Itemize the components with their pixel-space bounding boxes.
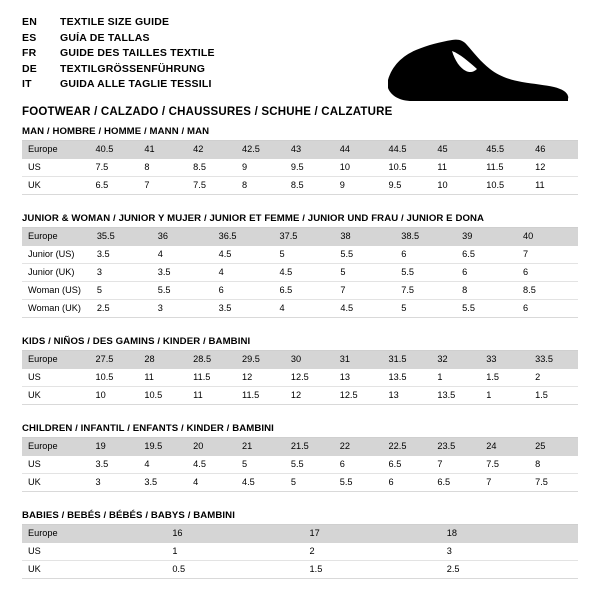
table-row [22,456,578,474]
size-cell: 22 [334,438,383,456]
size-table [22,351,578,405]
table-row [22,561,578,579]
table-row [22,387,578,405]
row-label: Woman (UK) [22,300,91,318]
size-cell: 45 [431,141,480,159]
row-label: UK [22,387,89,405]
size-cell: 13 [383,387,432,405]
language-label: GUIDE DES TAILLES TEXTILE [60,47,215,59]
size-cell: 7.5 [529,474,578,492]
size-cell: 4.5 [213,246,274,264]
size-table [22,438,578,492]
table-row [22,300,578,318]
size-cell: 21.5 [285,438,334,456]
row-label: Europe [22,228,91,246]
size-cell: 33.5 [529,351,578,369]
row-label: Europe [22,141,89,159]
size-section [22,336,578,405]
size-cell: 8 [138,159,187,177]
size-cell: 6.5 [273,282,334,300]
table-row [22,177,578,195]
size-cell: 46 [529,141,578,159]
language-label: TEXTILGRÖSSENFÜHRUNG [60,62,206,75]
row-label: Woman (US) [22,282,91,300]
size-cell: 3 [91,264,152,282]
size-table [22,525,578,579]
row-label: Junior (US) [22,246,91,264]
size-cell: 8.5 [517,282,578,300]
size-cell: 2 [304,543,441,561]
size-cell: 3.5 [138,474,187,492]
page-header [22,16,578,118]
row-label: US [22,543,166,561]
size-cell: 9.5 [383,177,432,195]
size-cell: 7 [431,456,480,474]
table-row [22,228,578,246]
size-cell: 35.5 [91,228,152,246]
size-cell: 4 [187,474,236,492]
size-cell: 5.5 [285,456,334,474]
size-cell: 44 [334,141,383,159]
table-row [22,282,578,300]
table-row [22,141,578,159]
size-cell: 1 [431,369,480,387]
size-cell: 8 [456,282,517,300]
size-cell: 32 [431,351,480,369]
dress-shoe-icon [382,36,572,106]
size-cell: 18 [441,525,578,543]
size-cell: 2.5 [91,300,152,318]
row-label: Europe [22,351,89,369]
size-cell: 38 [334,228,395,246]
size-cell: 13 [334,369,383,387]
size-cell: 6 [456,264,517,282]
size-cell: 5 [236,456,285,474]
row-label: Europe [22,438,89,456]
size-cell: 16 [166,525,303,543]
size-cell: 21 [236,438,285,456]
size-cell: 3 [152,300,213,318]
size-cell: 1.5 [304,561,441,579]
size-cell: 3.5 [213,300,274,318]
language-row [22,63,215,79]
size-cell: 3 [441,543,578,561]
size-cell: 5.5 [152,282,213,300]
size-cell: 37.5 [273,228,334,246]
language-row [22,78,215,94]
language-code: ES [22,31,37,44]
size-cell: 6 [517,264,578,282]
size-cell: 0.5 [166,561,303,579]
table-row [22,159,578,177]
table-row [22,264,578,282]
size-cell: 10.5 [383,159,432,177]
language-row [22,32,215,48]
size-cell: 20 [187,438,236,456]
size-section [22,213,578,318]
table-row [22,246,578,264]
size-cell: 7.5 [89,159,138,177]
language-row [22,16,215,32]
size-cell: 11 [138,369,187,387]
size-cell: 5.5 [334,246,395,264]
row-label: Europe [22,525,166,543]
size-cell: 8.5 [285,177,334,195]
size-cell: 11.5 [187,369,236,387]
size-cell: 13.5 [431,387,480,405]
size-cell: 4.5 [187,456,236,474]
size-cell: 5 [395,300,456,318]
language-label: GUIDA ALLE TAGLIE TESSILI [60,78,212,90]
size-cell: 11 [187,387,236,405]
size-section [22,126,578,195]
table-row [22,351,578,369]
size-cell: 2 [529,369,578,387]
size-cell: 5.5 [395,264,456,282]
size-cell: 42 [187,141,236,159]
size-table [22,228,578,318]
size-cell: 30 [285,351,334,369]
size-cell: 6 [517,300,578,318]
size-cell: 11 [431,159,480,177]
table-row [22,525,578,543]
size-cell: 25 [529,438,578,456]
size-cell: 9 [334,177,383,195]
size-cell: 10.5 [480,177,529,195]
size-cell: 5 [285,474,334,492]
size-cell: 36.5 [213,228,274,246]
size-cell: 3.5 [152,264,213,282]
size-cell: 1.5 [529,387,578,405]
size-cell: 12.5 [334,387,383,405]
size-cell: 10 [334,159,383,177]
size-cell: 31.5 [383,351,432,369]
size-cell: 5.5 [456,300,517,318]
section-title: KIDS / NIÑOS / DES GAMINS / KINDER / BAMBINI [22,336,251,347]
size-cell: 40.5 [89,141,138,159]
size-cell: 3.5 [89,456,138,474]
row-label: UK [22,474,89,492]
size-cell: 7.5 [395,282,456,300]
table-row [22,543,578,561]
section-title: JUNIOR & WOMAN / JUNIOR Y MUJER / JUNIOR ET FEMME / JUNIOR UND FRAU / JUNIOR E DONA [22,213,485,224]
size-section [22,510,578,579]
size-cell: 6.5 [431,474,480,492]
section-title: CHILDREN / INFANTIL / ENFANTS / KINDER / BAMBINI [22,423,274,434]
language-code: EN [22,16,37,28]
size-cell: 28 [138,351,187,369]
size-cell: 41 [138,141,187,159]
size-cell: 7 [138,177,187,195]
size-cell: 9.5 [285,159,334,177]
size-cell: 5.5 [334,474,383,492]
size-cell: 10.5 [138,387,187,405]
row-label: US [22,456,89,474]
size-cell: 45.5 [480,141,529,159]
size-cell: 42.5 [236,141,285,159]
size-cell: 27.5 [89,351,138,369]
language-code: FR [22,47,37,59]
size-cell: 43 [285,141,334,159]
table-row [22,474,578,492]
size-sections [22,126,578,579]
size-cell: 2.5 [441,561,578,579]
size-cell: 7.5 [187,177,236,195]
size-cell: 6.5 [383,456,432,474]
size-cell: 6 [213,282,274,300]
size-section [22,423,578,492]
language-code: IT [22,78,32,90]
size-cell: 17 [304,525,441,543]
size-cell: 28.5 [187,351,236,369]
size-cell: 4.5 [273,264,334,282]
size-cell: 4 [213,264,274,282]
size-cell: 1 [166,543,303,561]
size-cell: 9 [236,159,285,177]
size-cell: 4.5 [334,300,395,318]
size-cell: 36 [152,228,213,246]
size-cell: 6.5 [456,246,517,264]
size-cell: 23.5 [431,438,480,456]
size-cell: 6 [334,456,383,474]
language-label: GUÍA DE TALLAS [60,31,150,44]
size-cell: 4 [273,300,334,318]
size-cell: 6 [395,246,456,264]
size-cell: 44.5 [383,141,432,159]
size-cell: 12 [529,159,578,177]
size-cell: 10 [431,177,480,195]
row-label: UK [22,561,166,579]
size-cell: 3.5 [91,246,152,264]
row-label: UK [22,177,89,195]
language-row [22,47,215,63]
section-title: BABIES / BEBÉS / BÉBÉS / BABYS / BAMBINI [22,510,235,521]
size-cell: 8.5 [187,159,236,177]
section-title: MAN / HOMBRE / HOMME / MANN / MAN [22,126,210,137]
size-cell: 19 [89,438,138,456]
row-label: Junior (UK) [22,264,91,282]
size-cell: 19.5 [138,438,187,456]
size-cell: 7 [334,282,395,300]
size-cell: 10 [89,387,138,405]
size-cell: 8 [236,177,285,195]
size-cell: 31 [334,351,383,369]
row-label: US [22,369,89,387]
size-cell: 6 [383,474,432,492]
size-cell: 5 [91,282,152,300]
table-row [22,369,578,387]
size-cell: 38.5 [395,228,456,246]
size-cell: 12.5 [285,369,334,387]
size-cell: 11.5 [480,159,529,177]
size-cell: 40 [517,228,578,246]
size-cell: 1 [480,387,529,405]
language-list [22,16,215,94]
size-cell: 1.5 [480,369,529,387]
size-cell: 22.5 [383,438,432,456]
size-cell: 5 [334,264,395,282]
size-cell: 12 [236,369,285,387]
size-cell: 12 [285,387,334,405]
size-cell: 3 [89,474,138,492]
size-cell: 11.5 [236,387,285,405]
size-cell: 4 [152,246,213,264]
size-cell: 4 [138,456,187,474]
size-cell: 4.5 [236,474,285,492]
size-cell: 7.5 [480,456,529,474]
size-cell: 7 [517,246,578,264]
size-cell: 13.5 [383,369,432,387]
size-cell: 33 [480,351,529,369]
row-label: US [22,159,89,177]
language-label: TEXTILE SIZE GUIDE [60,16,170,28]
size-cell: 8 [529,456,578,474]
size-cell: 11 [529,177,578,195]
size-cell: 10.5 [89,369,138,387]
size-table [22,141,578,195]
category-title: FOOTWEAR / CALZADO / CHAUSSURES / SCHUHE / CALZATURE [22,105,393,118]
size-cell: 39 [456,228,517,246]
size-cell: 24 [480,438,529,456]
size-cell: 7 [480,474,529,492]
size-cell: 5 [273,246,334,264]
table-row [22,438,578,456]
size-cell: 6.5 [89,177,138,195]
size-cell: 29.5 [236,351,285,369]
language-code: DE [22,62,37,75]
